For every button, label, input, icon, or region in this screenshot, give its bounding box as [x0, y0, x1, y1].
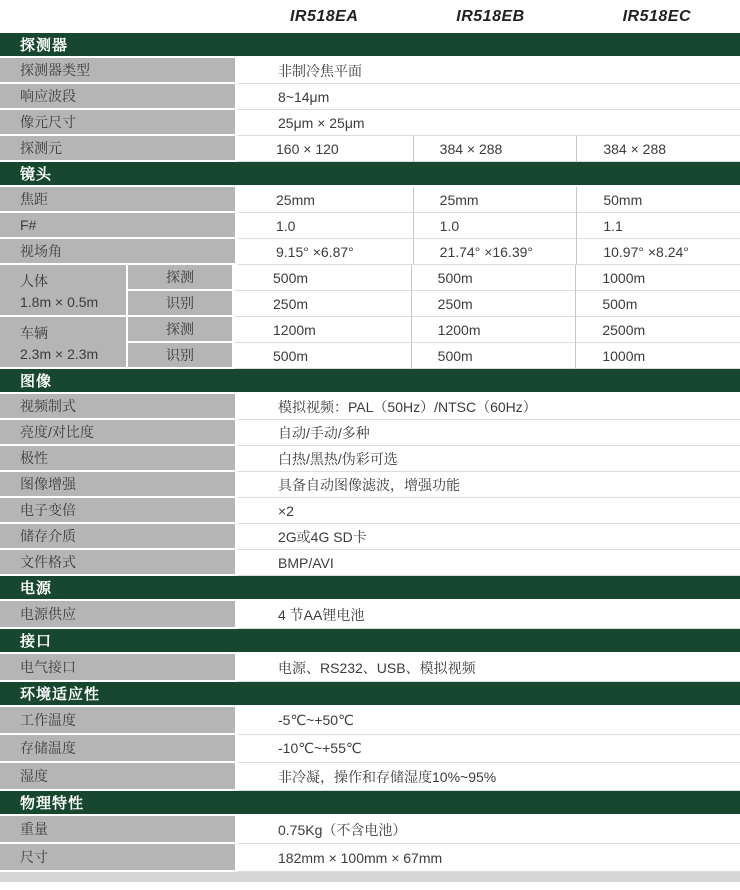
table-row [0, 84, 740, 110]
spec-value: 非制冷焦平面 [238, 58, 740, 84]
table-row [0, 735, 740, 763]
section-header: 图像 [0, 369, 740, 394]
table-row [0, 472, 740, 498]
row-label-merged [0, 265, 128, 317]
spec-value: 1.0 [413, 213, 577, 239]
section-header: 探测器 [0, 33, 740, 58]
spec-value: 9.15° ×6.87° [238, 239, 413, 265]
table-row [0, 498, 740, 524]
table-row [0, 110, 740, 136]
table-row [128, 317, 740, 343]
table-row [0, 446, 740, 472]
model-name: IR518EC [622, 7, 692, 25]
row-label: 湿度 [0, 763, 238, 791]
row-label: 探测器类型 [0, 58, 238, 84]
row-label: F# [0, 213, 238, 239]
table-row [0, 420, 740, 446]
section-header: 接口 [0, 629, 740, 654]
row-label-line: 1.8m × 0.5m [20, 293, 99, 310]
row-sublabel: 探测 [128, 317, 235, 343]
spec-value: 182mm × 100mm × 67mm [238, 844, 740, 872]
spec-value: 0.75Kg（不含电池） [238, 816, 740, 844]
row-label: 响应波段 [0, 84, 238, 110]
spec-value: 250m [235, 291, 411, 317]
spec-value: 1200m [411, 317, 576, 343]
row-label: 重量 [0, 816, 238, 844]
spec-value: 1200m [235, 317, 411, 343]
spec-value: 1.1 [576, 213, 740, 239]
spec-value: 384 × 288 [576, 136, 740, 162]
row-label: 焦距 [0, 187, 238, 213]
spec-value: 25mm [238, 187, 413, 213]
spec-value: 500m [575, 291, 740, 317]
row-label: 视频制式 [0, 394, 238, 420]
spec-value: 模拟视频：PAL（50Hz）/NTSC（60Hz） [238, 394, 740, 420]
spec-value: 250m [411, 291, 576, 317]
table-row [0, 601, 740, 629]
row-label: 存储温度 [0, 735, 238, 763]
table-row [128, 291, 740, 317]
spec-value: 10.97° ×8.24° [576, 239, 740, 265]
table-bottom-edge [0, 872, 740, 882]
row-label-line: 车辆 [20, 324, 48, 341]
row-label: 探测元 [0, 136, 238, 162]
spec-value: 50mm [576, 187, 740, 213]
spec-value: BMP/AVI [238, 550, 740, 576]
row-label: 图像增强 [0, 472, 238, 498]
spec-value: ×2 [238, 498, 740, 524]
table-row-group-vehicle [0, 317, 740, 369]
table-row-group-human [0, 265, 740, 317]
section-header: 环境适应性 [0, 682, 740, 707]
row-label: 亮度/对比度 [0, 420, 238, 446]
section-header: 物理特性 [0, 791, 740, 816]
table-row [0, 763, 740, 791]
row-label: 电气接口 [0, 654, 238, 682]
spec-value: 500m [411, 265, 576, 291]
row-label: 像元尺寸 [0, 110, 238, 136]
row-label: 电源供应 [0, 601, 238, 629]
table-row [0, 394, 740, 420]
spec-value: 25mm [413, 187, 577, 213]
spec-value: 2500m [575, 317, 740, 343]
table-row [0, 844, 740, 872]
models-header-row [0, 0, 740, 33]
spec-value: -10℃~+55℃ [238, 735, 740, 763]
table-row [0, 816, 740, 844]
row-label: 文件格式 [0, 550, 238, 576]
spec-value: 21.74° ×16.39° [413, 239, 577, 265]
row-label: 视场角 [0, 239, 238, 265]
spec-value: 4 节AA锂电池 [238, 601, 740, 629]
spec-value: 25μm × 25μm [238, 110, 740, 136]
table-row [0, 550, 740, 576]
row-sublabel: 探测 [128, 265, 235, 291]
spec-value: 8~14μm [238, 84, 740, 110]
row-label-merged [0, 317, 128, 369]
section-header: 镜头 [0, 162, 740, 187]
table-row [0, 654, 740, 682]
spec-value: 1000m [575, 265, 740, 291]
table-row [0, 524, 740, 550]
spec-value: 160 × 120 [238, 136, 413, 162]
row-label-line: 2.3m × 2.3m [20, 345, 99, 362]
row-sublabel: 识别 [128, 291, 235, 317]
spec-value: 具备自动图像滤波，增强功能 [238, 472, 740, 498]
row-label: 储存介质 [0, 524, 238, 550]
spec-value: 电源、RS232、USB、模拟视频 [238, 654, 740, 682]
table-row [0, 187, 740, 213]
table-row [0, 213, 740, 239]
spec-value: 2G或4G SD卡 [238, 524, 740, 550]
spec-value: 500m [235, 265, 411, 291]
spec-value: 384 × 288 [413, 136, 577, 162]
table-row [128, 265, 740, 291]
spec-value: 1000m [575, 343, 740, 369]
spec-value: 自动/手动/多种 [238, 420, 740, 446]
row-label: 电子变倍 [0, 498, 238, 524]
row-label: 尺寸 [0, 844, 238, 872]
spec-value: 500m [235, 343, 411, 369]
table-row [0, 707, 740, 735]
spec-value: 500m [411, 343, 576, 369]
spec-value: -5℃~+50℃ [238, 707, 740, 735]
model-name: IR518EB [456, 7, 525, 25]
spec-value: 1.0 [238, 213, 413, 239]
table-row [0, 136, 740, 162]
row-label-line: 人体 [20, 272, 48, 289]
section-header: 电源 [0, 576, 740, 601]
row-sublabel: 识别 [128, 343, 235, 369]
model-name: IR518EA [289, 7, 359, 25]
table-row [128, 343, 740, 369]
table-row [0, 58, 740, 84]
table-row [0, 239, 740, 265]
row-label: 工作温度 [0, 707, 238, 735]
spec-value: 白热/黑热/伪彩可选 [238, 446, 740, 472]
row-label: 极性 [0, 446, 238, 472]
spec-value: 非冷凝，操作和存储湿度10%~95% [238, 763, 740, 791]
